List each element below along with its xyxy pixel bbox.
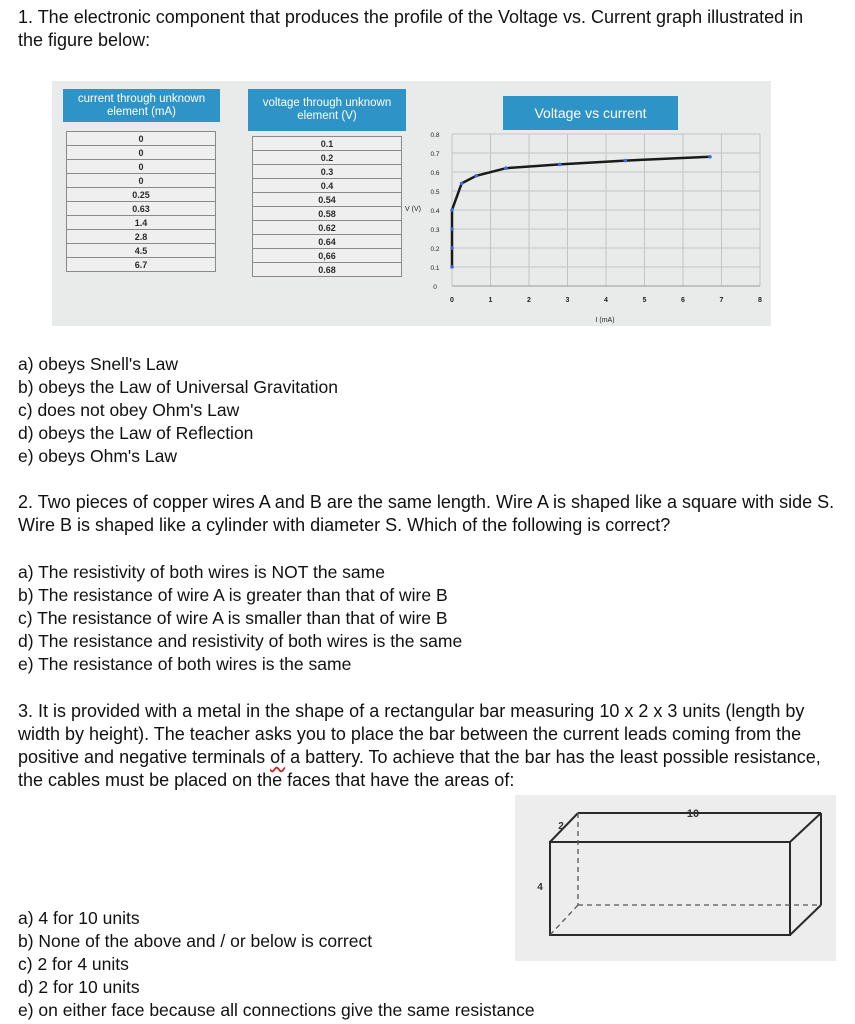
figure-rectangular-bar: [515, 795, 836, 961]
q2-option-c[interactable]: c) The resistance of wire A is smaller than that of wire B: [18, 608, 448, 628]
q3-text-before: 3. It is provided with a metal in the shape of a rectangular bar measuring 10 x 2 x 3 units (length by width by height). The teacher asks you to place the bar between the current leads coming from the positive and negative terminals: [18, 701, 805, 767]
current-cell: 0.63: [67, 202, 216, 216]
data-point: [450, 246, 454, 250]
bar-hidden-edges: [550, 813, 821, 935]
y-tick-label: 0: [433, 284, 437, 291]
dimension-width-label: 2: [558, 821, 564, 832]
dimension-length-label: 10: [686, 808, 700, 820]
bar-drawing: [515, 795, 836, 961]
table-header-current: current through unknown element (mA): [63, 89, 220, 122]
q2-option-d[interactable]: d) The resistance and resistivity of both wires is the same: [18, 631, 463, 651]
question-3-text: [18, 700, 848, 792]
q1-option-a[interactable]: a) obeys Snell's Law: [18, 354, 178, 374]
current-cell: 0: [67, 146, 216, 160]
question-1-text: 1. The electronic component that produces the profile of the Voltage vs. Current graph illustrated in the figure below:: [18, 7, 804, 50]
current-cell: 6.7: [67, 258, 216, 272]
voltage-cell: 0.1: [253, 137, 402, 151]
current-cell: 2.8: [67, 230, 216, 244]
q2-option-e[interactable]: e) The resistance of both wires is the same: [18, 654, 352, 674]
current-cell: 4.5: [67, 244, 216, 258]
y-tick-label: 0.7: [430, 151, 440, 158]
current-cell: 0: [67, 132, 216, 146]
table-header-voltage: voltage through unknown element (V): [248, 89, 406, 131]
x-tick-label: 5: [642, 297, 647, 304]
current-cell: 1.4: [67, 216, 216, 230]
data-point: [450, 227, 454, 231]
x-tick-label: 8: [758, 297, 762, 304]
x-tick-label: 2: [527, 297, 531, 304]
q3-option-b[interactable]: b) None of the above and / or below is correct: [18, 931, 373, 951]
voltage-cell: 0.4: [253, 179, 402, 193]
x-tick-label: 0: [450, 297, 454, 304]
data-point: [558, 163, 562, 167]
q1-option-d[interactable]: d) obeys the Law of Reflection: [18, 423, 254, 443]
x-tick-label: 1: [488, 297, 493, 304]
data-point: [708, 155, 712, 159]
data-point: [504, 166, 508, 170]
x-tick-label: 3: [565, 297, 570, 304]
y-tick-label: 0.3: [430, 227, 440, 234]
q1-option-c[interactable]: c) does not obey Ohm's Law: [18, 400, 240, 420]
x-tick-label: 7: [719, 297, 724, 304]
y-tick-label: 0.6: [430, 170, 440, 177]
voltage-cell: 0.64: [253, 235, 402, 249]
question-2-text: 2. Two pieces of copper wires A and B are the same length. Wire A is shaped like a square with side S. Wire B is shaped like a cylinder with diameter S. Which of the following is correct?: [18, 492, 835, 535]
q3-option-e[interactable]: e) on either face because all connections give the same resistance: [18, 1000, 535, 1020]
x-axis-label: I (mA): [595, 317, 615, 324]
q3-option-c[interactable]: c) 2 for 4 units: [18, 954, 129, 974]
q3-option-d[interactable]: d) 2 for 10 units: [18, 977, 140, 997]
x-tick-label: 6: [681, 297, 685, 304]
y-axis-label: V (V): [405, 206, 421, 213]
bar-outline: [550, 813, 821, 935]
y-tick-label: 0.4: [430, 208, 440, 215]
dimension-height-label: 4: [537, 882, 543, 893]
data-point: [474, 174, 478, 178]
data-point: [450, 208, 454, 212]
current-cell: 0: [67, 160, 216, 174]
voltage-cell: 0,66: [253, 249, 402, 263]
q1-option-b[interactable]: b) obeys the Law of Universal Gravitation: [18, 377, 339, 397]
chart-title: Voltage vs current: [503, 96, 678, 130]
voltage-cell: 0.2: [253, 151, 402, 165]
y-tick-label: 0.8: [430, 132, 440, 139]
y-tick-label: 0.5: [430, 189, 440, 196]
q2-option-a[interactable]: a) The resistivity of both wires is NOT the same: [18, 562, 385, 582]
data-point: [450, 265, 454, 269]
y-tick-label: 0.2: [430, 246, 440, 253]
voltage-cell: 0.58: [253, 207, 402, 221]
q3-text-after: a battery. To achieve that the bar has the least possible resistance, the cables must be placed on the faces that have the areas of:: [18, 747, 821, 790]
y-tick-label: 0.1: [430, 265, 440, 272]
voltage-cell: 0.62: [253, 221, 402, 235]
current-cell: 0: [67, 174, 216, 188]
x-tick-label: 4: [604, 297, 608, 304]
q2-option-b[interactable]: b) The resistance of wire A is greater than that of wire B: [18, 585, 448, 605]
voltage-cell: 0.68: [253, 263, 402, 277]
data-point: [623, 159, 627, 163]
current-cell: 0.25: [67, 188, 216, 202]
q3-spellcheck-word: of: [270, 747, 286, 767]
q3-option-a[interactable]: a) 4 for 10 units: [18, 908, 140, 928]
voltage-cell: 0.3: [253, 165, 402, 179]
q1-option-e[interactable]: e) obeys Ohm's Law: [18, 446, 177, 466]
figure-voltage-current: [52, 81, 771, 326]
data-point: [460, 182, 464, 186]
voltage-cell: 0.54: [253, 193, 402, 207]
